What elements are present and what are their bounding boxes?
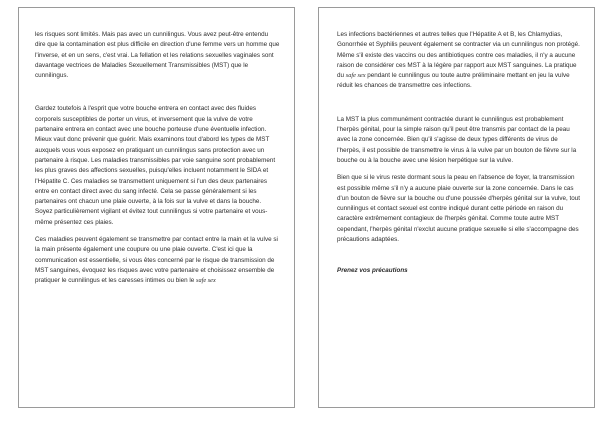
safe-sex-term: safe sex <box>196 277 216 285</box>
right-paragraph-2: La MST la plus communément contractée durant le cunnilingus est probablement l'herpès génital, pour la simple raison qu'il peut être transmis par contact de la peau avec la zone concernée. Bien qu'il s'agisse de deux types différents de virus de l'herpès, il est possible de transmettre le virus à la vulve par un bouton de fièvre sur la bouche ou à la bouche avec une lésion herpétique sur la vulve. <box>337 115 577 164</box>
right-paragraph-1 <box>337 30 582 92</box>
right-paragraph-3: Bien que si le virus reste dormant sous la peau en l'absence de foyer, la transmission est possible même s'il n'y a aucune plaie ouverte sur la zone concernée. Dans le cas d'un bouton de fièvre sur la bouche ou d'une poussée d'herpès génital sur la vulve, tout cunnilingus et contact sexuel est contre indiqué durant cette période en raison du caractère extrêmement contagieux de l'herpès génital. Comme toute autre MST cependant, l'herpès génital n'exclut aucune pratique sexuelle si elle s'accompagne des précautions adaptées. <box>337 174 581 244</box>
left-paragraph-2: Gardez toutefois à l'esprit que votre bouche entrera en contact avec des fluides corporels susceptibles de porter un virus, et inversement que la vulve de votre partenaire entrera en contact avec une bouche porteuse d'une éventuelle infection. Mieux vaut donc prévenir que guérir. Mais examinons tout d'abord les types de MST auxquels vous vous exposez en pratiquant un cunnilingus sans protection avec un partenaire à risque. Les maladies transmissibles par voie sanguine sont probablement les plus graves des affections sexuelles, puisqu'elles incluent notamment le SIDA et l'Hépatite C. Ces maladies se transmettent uniquement si l'un des deux partenaires entre en contact direct avec du sang infecté. Cela se passe généralement si les partenaires ont chacun une plaie ouverte, à la fois sur la vulve et dans la bouche. Soyez particulièrement vigilant et évitez tout cunnilingus si votre partenaire et vous-même présentez ces plaies. <box>35 105 276 226</box>
right-text-column <box>337 30 582 277</box>
section-heading: Prenez vos précautions <box>337 267 408 275</box>
right-paragraph-1-text: Les infections bactériennes et autres telles que l'Hépatite A et B, les Chlamydias, Gonorrhée et Syphilis peuvent également se contracter via un cunnilingus non protégé. Même s'il existe des vaccins ou des antibiotiques contre ces maladies, il n'y a aucune raison de considérer ces MST à la légère par rapport aux MST sanguines. La pratique du <box>337 31 580 80</box>
left-text-column <box>35 30 280 294</box>
safe-sex-term: safe sex <box>345 72 366 80</box>
left-paragraph-3 <box>35 235 280 286</box>
left-page <box>18 7 295 408</box>
left-paragraph-1: les risques sont limités. Mais pas avec un cunnilingus. Vous avez peut-être entendu dire que la contamination est plus difficile en direction d'une femme vers un homme que l'inverse, et en un sens, c'est vrai. La fellation et les relations sexuelles vaginales sont davantage vectrices de Maladies Sexuellement Transmissibles (MST) que le cunnilingus. <box>35 31 280 80</box>
left-paragraph-3-text: Ces maladies peuvent également se transmettre par contact entre la main et la vulve si la main présente également une coupure ou une plaie ouverte. C'est ici que la communication est essentielle, si vous êtes concerné par le risque de transmission de MST sanguines, évoquez les risques avec votre partenaire et choisissez ensemble de pratiquer le cunnilingus et les caresses intimes ou bien le <box>35 236 278 285</box>
right-paragraph-1-end: pendant le cunnilingus ou toute autre préliminaire mettant en jeu la vulve réduit les chances de transmettre ces infections. <box>337 72 570 90</box>
right-page <box>318 7 595 408</box>
